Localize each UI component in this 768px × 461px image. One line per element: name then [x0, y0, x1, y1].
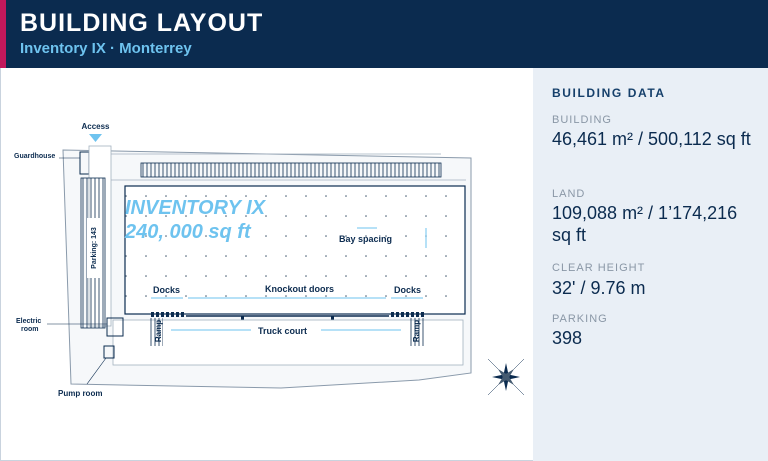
building-data-title: BUILDING DATA — [552, 86, 666, 100]
docks-right — [391, 312, 424, 317]
docks-right-label: Docks — [394, 285, 422, 295]
site-plan — [0, 68, 533, 461]
land-value: 109,088 m² / 1’174,216 sq ft — [552, 203, 738, 245]
header-accent-bar — [0, 0, 6, 68]
building-value: 46,461 m² / 500,112 sq ft — [552, 129, 751, 149]
knockout-doors-label: Knockout doors — [265, 284, 334, 294]
ramp-left-label: Ramp — [154, 319, 163, 343]
electric-room-label-line2: room — [21, 326, 39, 333]
parking-label: PARKING — [552, 313, 608, 325]
bay-spacing-label: Bay spacing — [339, 234, 393, 244]
site-plan-drawing — [1, 68, 534, 461]
header — [0, 0, 768, 68]
clear-height-label: CLEAR HEIGHT — [552, 262, 646, 274]
parking-label: Parking: 143 — [91, 227, 98, 269]
compass-rose-icon — [488, 359, 524, 395]
pump-room-label: Pump room — [58, 389, 103, 398]
access-label: Access — [81, 122, 110, 131]
building-label: BUILDING — [552, 114, 612, 126]
building-area-label: 240, 000 sq ft — [125, 221, 251, 243]
ramp-right-label: Ramp — [412, 319, 421, 343]
truck-court-label: Truck court — [258, 326, 308, 336]
land-label: LAND — [552, 188, 586, 200]
clear-height-value: 32' / 9.76 m — [552, 278, 646, 298]
guardhouse-label: Guardhouse — [14, 153, 56, 160]
top-parking-row — [141, 163, 441, 177]
docks-left-label: Docks — [153, 285, 181, 295]
docks-left — [151, 312, 184, 317]
page-subtitle: Inventory IX · Monterrey — [20, 40, 192, 57]
electric-room-label-line1: Electric — [16, 318, 42, 325]
page-title: BUILDING LAYOUT — [20, 9, 264, 37]
building-data-panel — [533, 68, 768, 461]
parking-value: 398 — [552, 328, 583, 348]
building-name-label: INVENTORY IX — [125, 197, 266, 219]
access-marker — [89, 134, 102, 142]
